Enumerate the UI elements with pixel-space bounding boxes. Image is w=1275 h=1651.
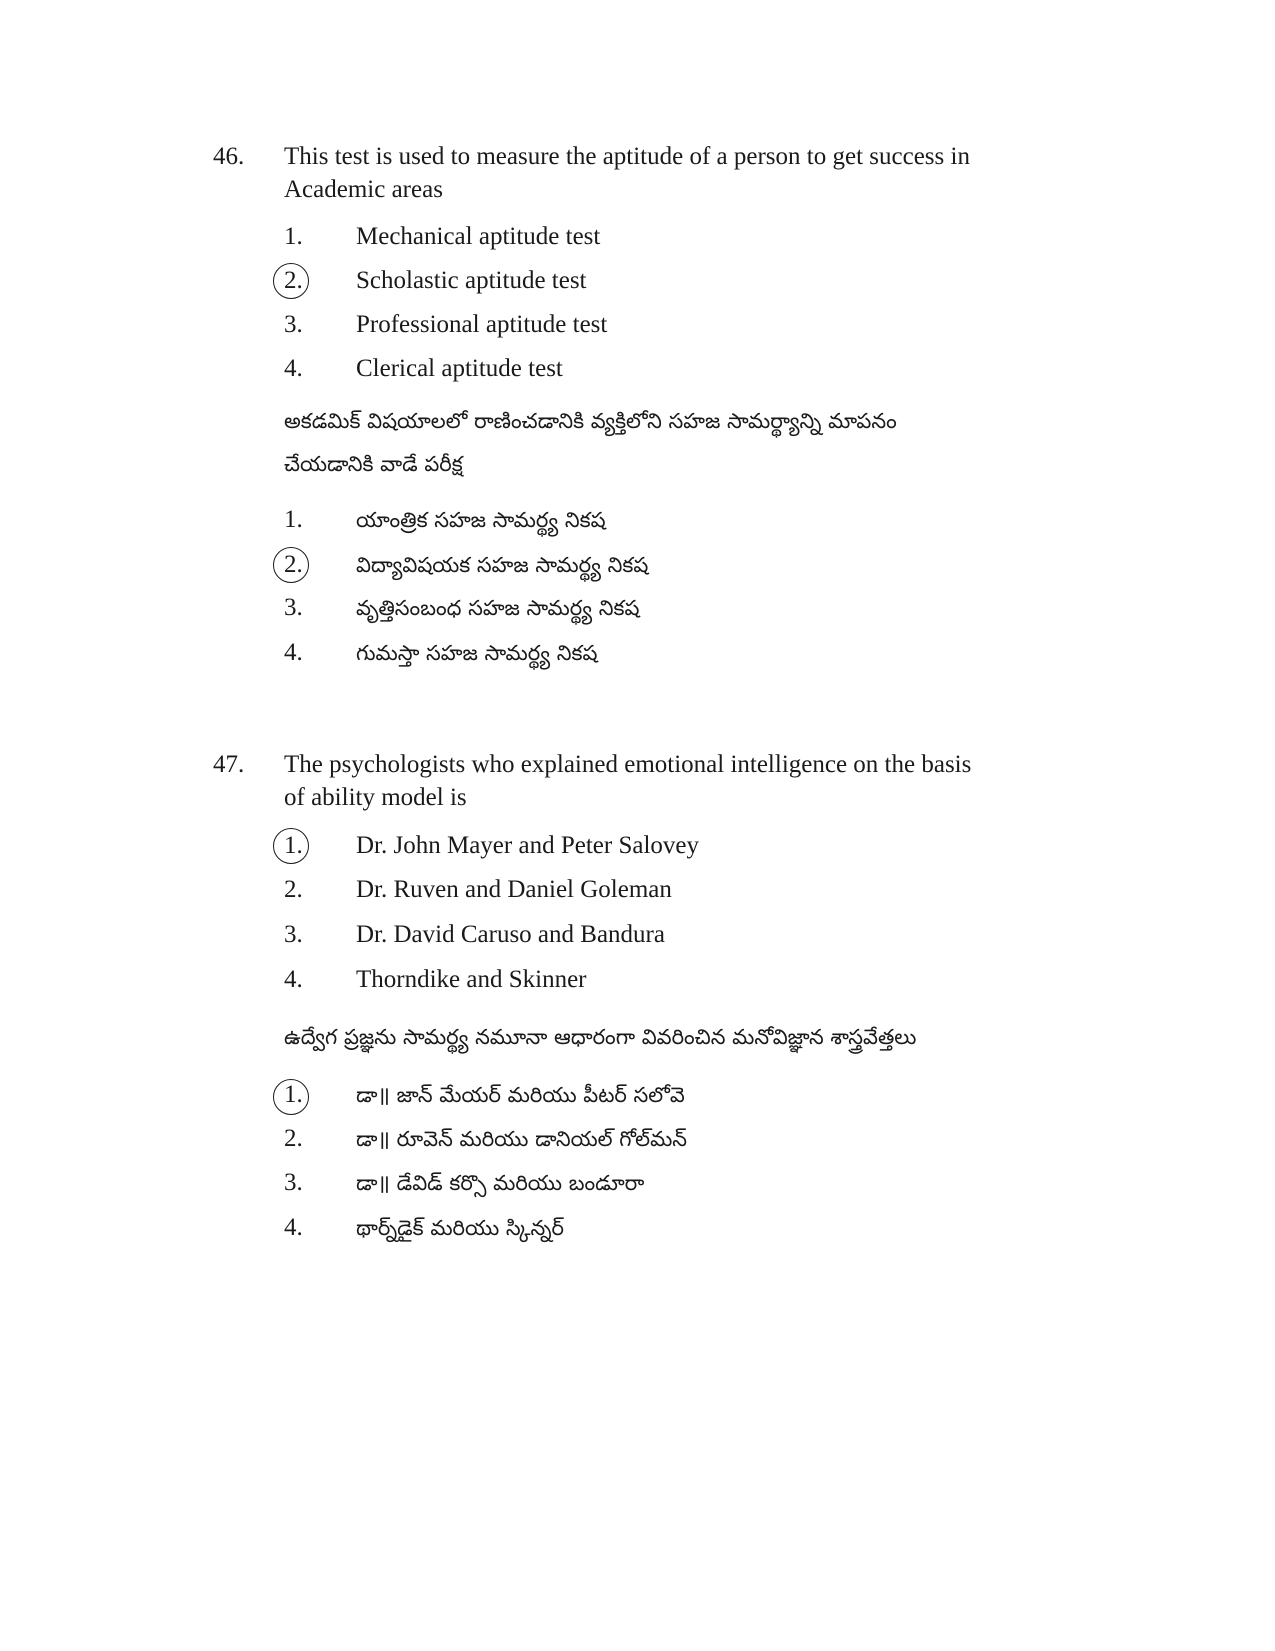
option-number: 1. bbox=[284, 223, 303, 250]
option-number: 3. bbox=[284, 1169, 303, 1196]
option-text: Scholastic aptitude test bbox=[356, 267, 587, 294]
option-number: 4. bbox=[284, 1214, 303, 1241]
question-text-te: ఉద్వేగ ప్రజ్ఞను సామర్థ్య నమూనా ఆధారంగా వివరించిన మనోవిజ్ఞాన శాస్త్రవేత్తలు bbox=[284, 1025, 917, 1049]
option-number: 3. bbox=[284, 311, 303, 338]
question-number: 47. bbox=[213, 751, 245, 778]
option-number: 3. bbox=[284, 921, 303, 948]
option-text: Clerical aptitude test bbox=[356, 355, 563, 382]
option-text: Dr. John Mayer and Peter Salovey bbox=[356, 832, 699, 859]
option-text-te: గుమస్తా సహజ సామర్థ్య నికష bbox=[356, 641, 598, 665]
question-text-te: అకడమిక్ విషయాలలో రాణించడానికి వ్యక్తిలోని సహజ సామర్థ్యాన్ని మాపనం bbox=[284, 409, 897, 433]
option-text: Thorndike and Skinner bbox=[356, 966, 587, 993]
option-number: 4. bbox=[284, 966, 303, 993]
option-number: 2. bbox=[284, 267, 303, 294]
option-number: 2. bbox=[284, 876, 303, 903]
option-text-te: వృత్తిసంబంధ సహజ సామర్థ్య నికష bbox=[356, 596, 640, 620]
question-text-en: Academic areas bbox=[284, 176, 443, 203]
question-number: 46. bbox=[213, 143, 245, 170]
option-text: Mechanical aptitude test bbox=[356, 223, 601, 250]
question-text-en: of ability model is bbox=[284, 784, 467, 811]
option-text-te: థార్న్‌డైక్ మరియు స్కిన్నర్ bbox=[356, 1216, 564, 1240]
question-text-en: This test is used to measure the aptitude of a person to get success in bbox=[284, 143, 970, 170]
question-text-te: చేయడానికి వాడే పరీక్ష bbox=[284, 452, 463, 476]
option-number: 2. bbox=[284, 551, 303, 578]
option-text-te: డా॥ డేవిడ్ కర్సొ మరియు బండూరా bbox=[356, 1171, 645, 1195]
option-text-te: విద్యావిషయక సహజ సామర్థ్య నికష bbox=[356, 553, 649, 577]
option-text: Dr. David Caruso and Bandura bbox=[356, 921, 665, 948]
option-number: 1. bbox=[284, 1081, 303, 1108]
option-number: 2. bbox=[284, 1125, 303, 1152]
option-number: 1. bbox=[284, 832, 303, 859]
option-text-te: యాంత్రిక సహజ సామర్థ్య నికష bbox=[356, 508, 606, 532]
option-text-te: డా॥ రూవెన్ మరియు డానియల్ గోల్‌మన్ bbox=[356, 1127, 688, 1151]
option-number: 4. bbox=[284, 355, 303, 382]
question-text-en: The psychologists who explained emotional intelligence on the basis bbox=[284, 751, 972, 778]
option-text-te: డా॥ జాన్ మేయర్ మరియు పీటర్ సలోవె bbox=[356, 1083, 685, 1107]
option-number: 3. bbox=[284, 594, 303, 621]
option-text: Professional aptitude test bbox=[356, 311, 608, 338]
option-text: Dr. Ruven and Daniel Goleman bbox=[356, 876, 672, 903]
option-number: 1. bbox=[284, 506, 303, 533]
option-number: 4. bbox=[284, 639, 303, 666]
